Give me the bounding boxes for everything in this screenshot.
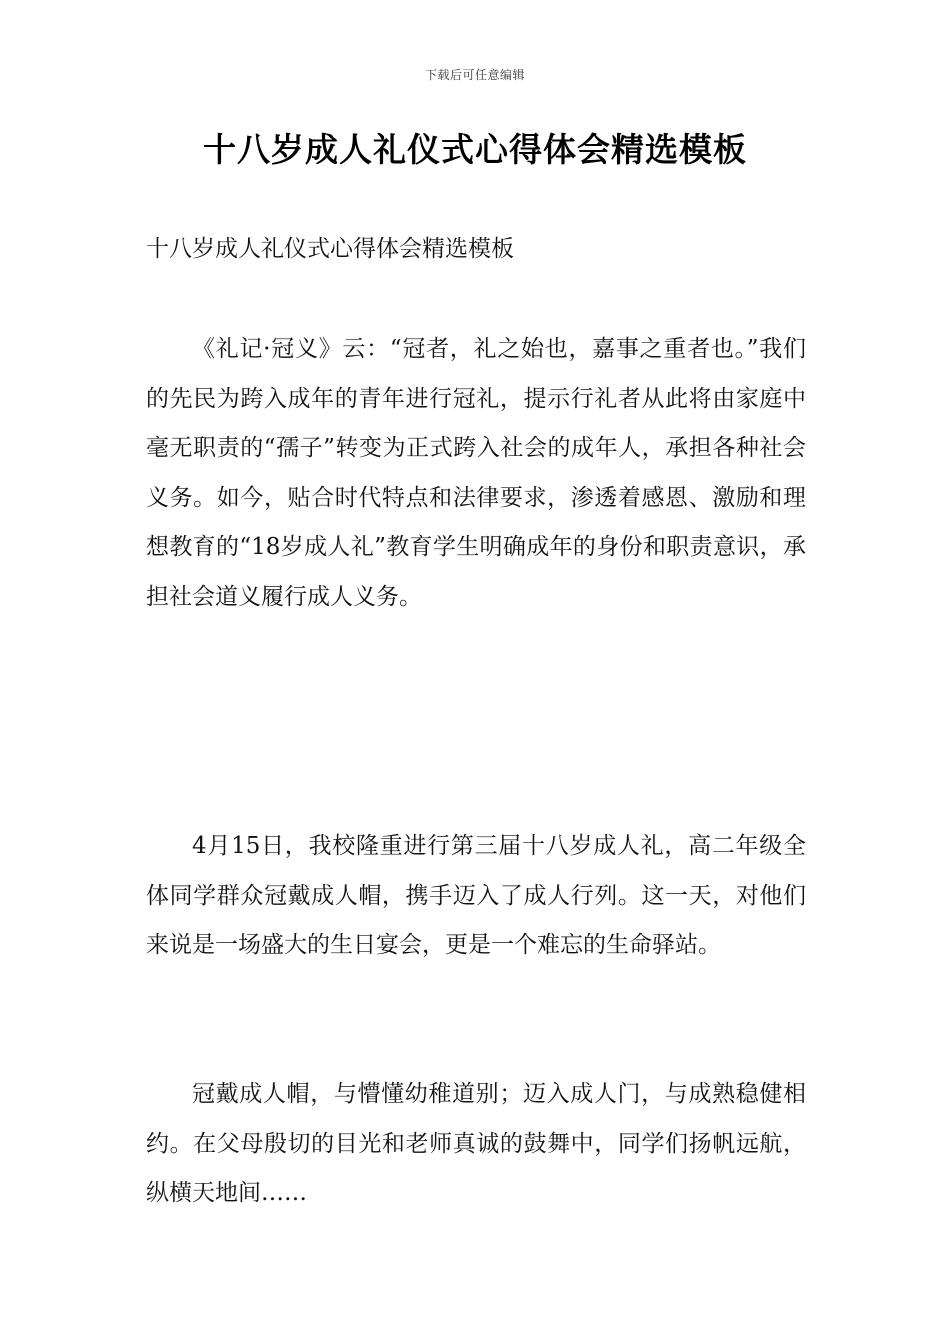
document-title: 十八岁成人礼仪式心得体会精选模板 bbox=[203, 130, 747, 169]
paragraph-2: 4月15日，我校隆重进行第三届十八岁成人礼，高二年级全体同学群众冠戴成人帽，携手迈入了成人行列。这一天，对他们来说是一场盛大的生日宴会，更是一个难忘的生命驿站。 bbox=[146, 833, 806, 959]
header-note: 下载后可任意编辑 bbox=[424, 68, 525, 82]
paragraph-3: 冠戴成人帽，与懵懂幼稚道别；迈入成人门，与成熟稳健相约。在父母殷切的目光和老师真诚的鼓舞中，同学们扬帆远航，纵横天地间…… bbox=[146, 1081, 806, 1207]
document-subtitle: 十八岁成人礼仪式心得体会精选模板 bbox=[146, 236, 514, 262]
paragraph-1: 《礼记·冠义》云：“冠者，礼之始也，嘉事之重者也。”我们的先民为跨入成年的青年进行冠礼，提示行礼者从此将由家庭中毫无职责的“孺子”转变为正式跨入社会的成年人，承担各种社会义务。如今，贴合时代特点和法律要求，渗透着感恩、激励和理想教育的“18岁成人礼”教育学生明确成年的身份和职责意识，承担社会道义履行成人义务。 bbox=[146, 336, 806, 610]
